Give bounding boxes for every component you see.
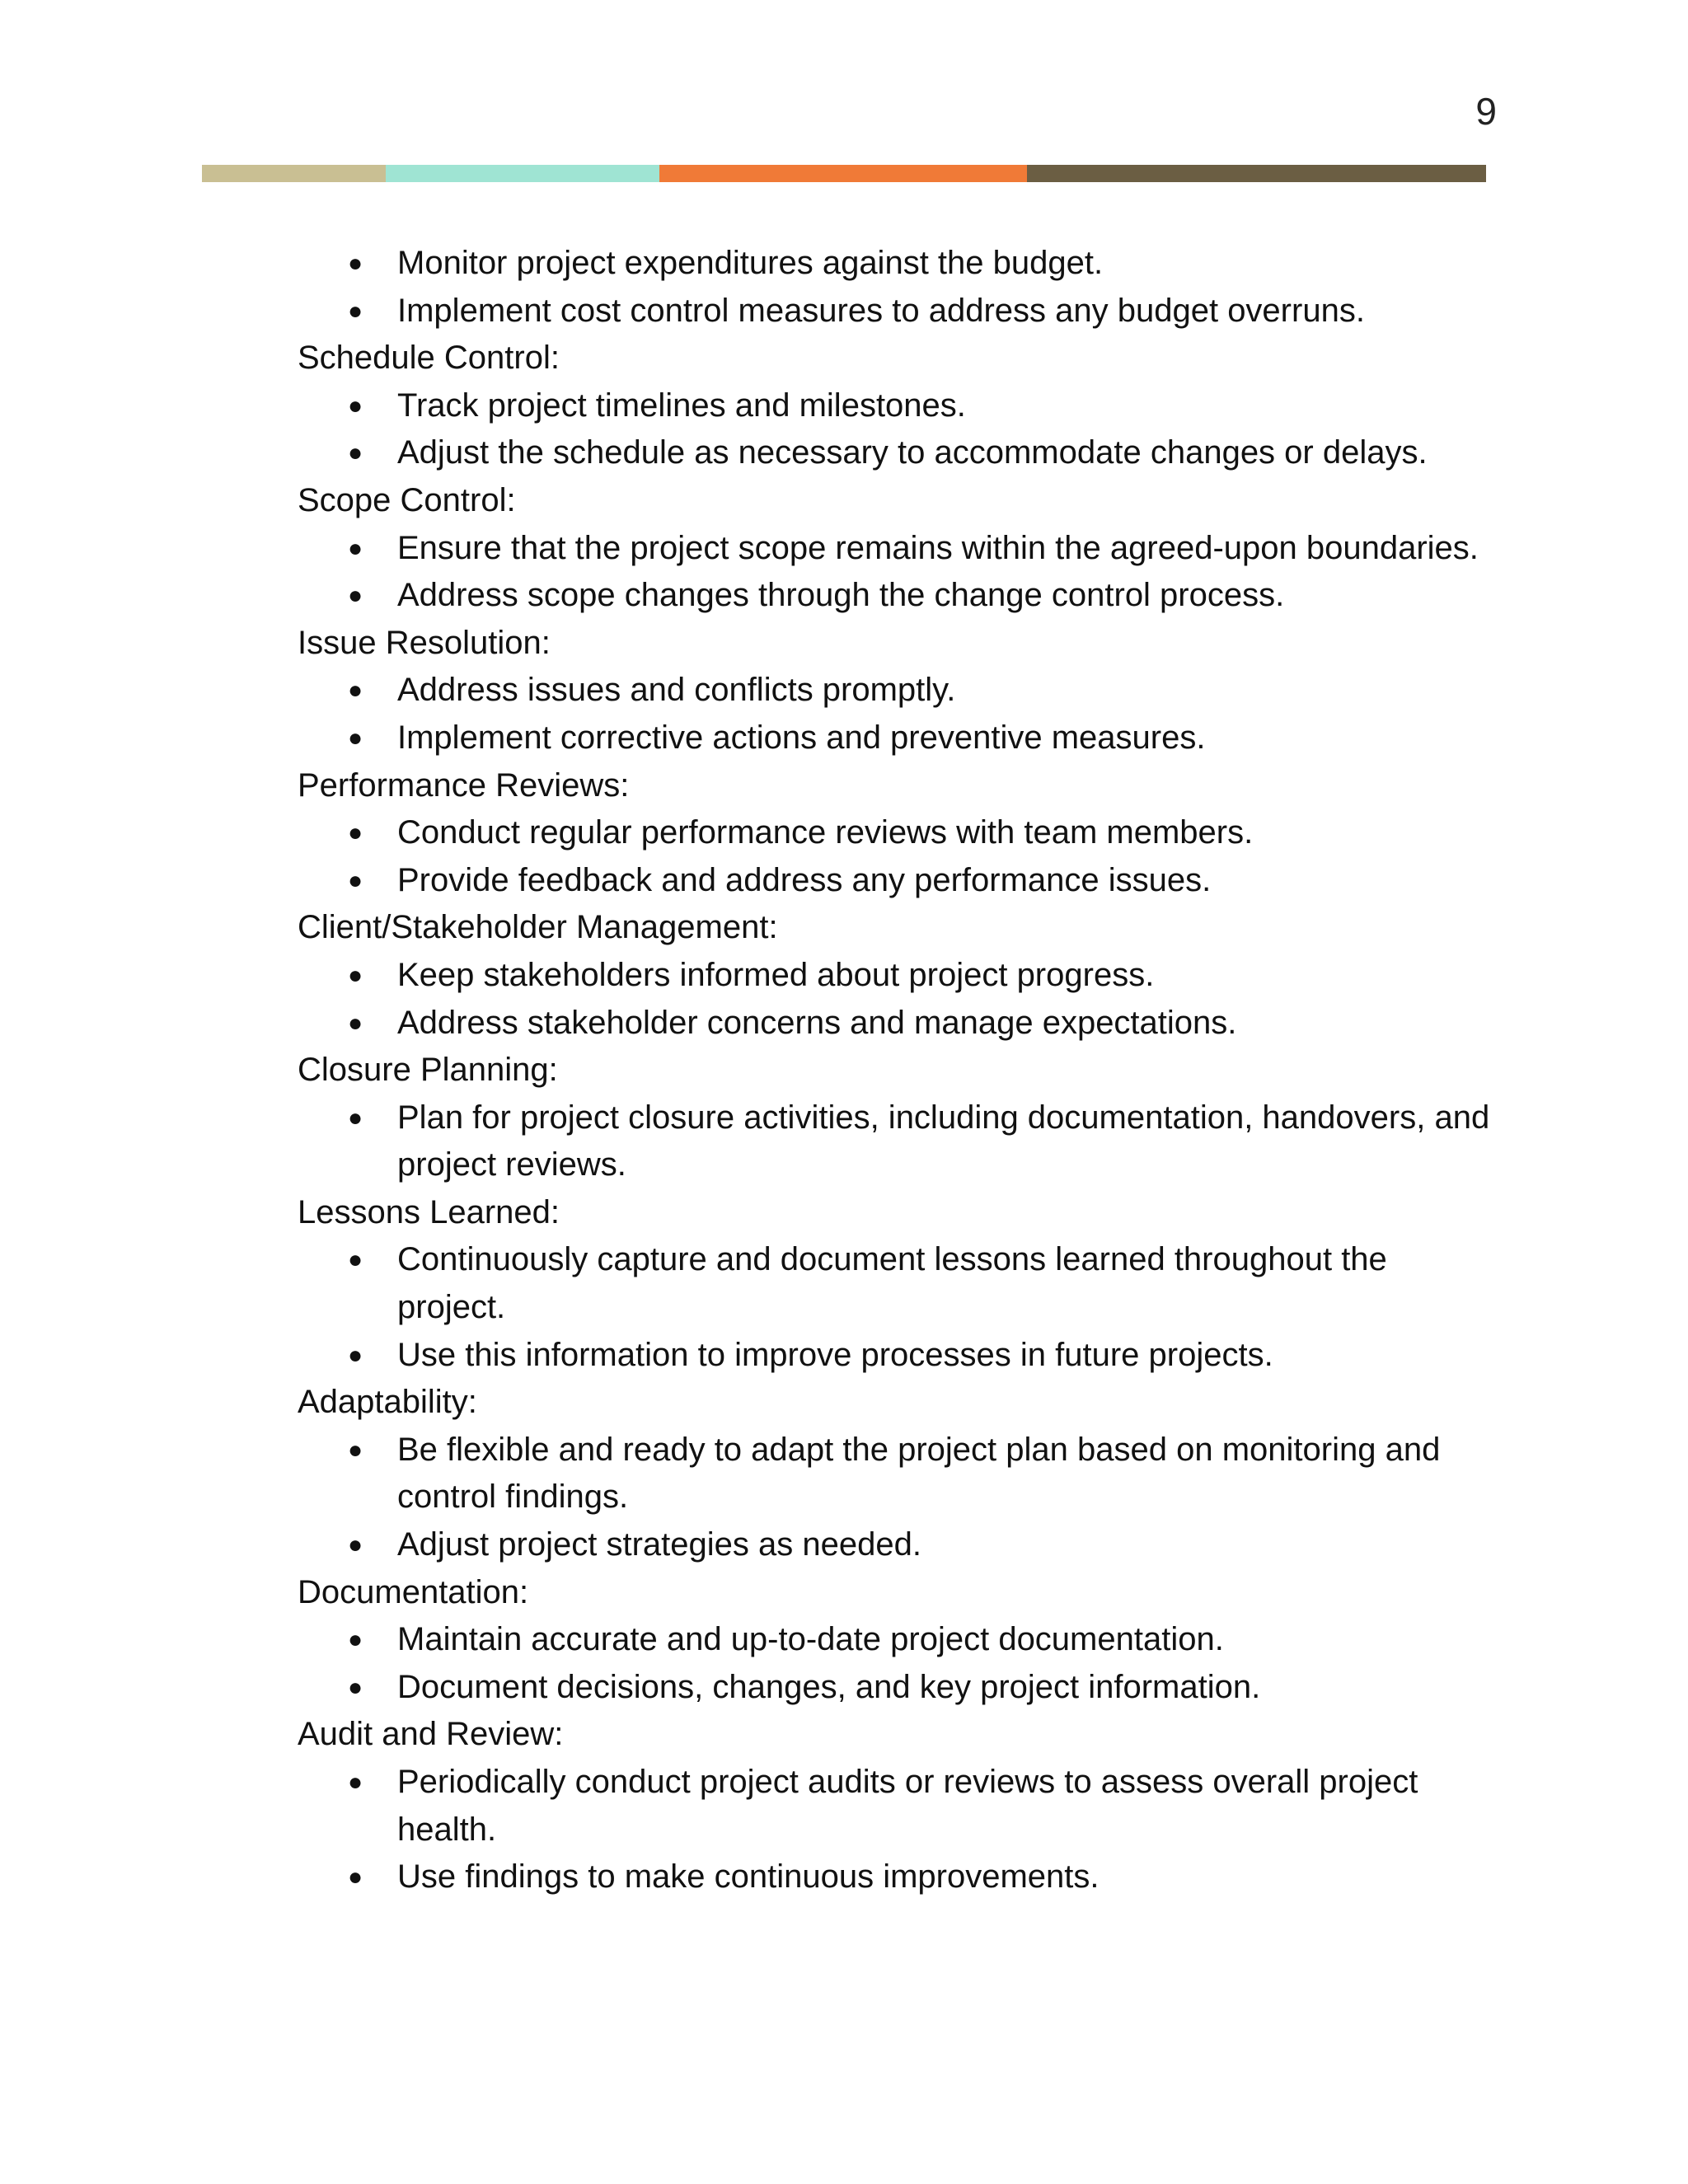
list-item: ● Provide feedback and address any performance issues. — [397, 857, 1493, 905]
color-bar-segment — [202, 165, 386, 182]
header-color-bar — [202, 165, 1486, 182]
color-bar-segment — [386, 165, 659, 182]
color-bar-segment — [659, 165, 1027, 182]
bullet-list — [298, 1759, 1493, 1901]
list-item: ● Periodically conduct project audits or reviews to assess overall project health. — [397, 1759, 1493, 1854]
bullet-list — [298, 1616, 1493, 1711]
bullet-list — [298, 809, 1493, 904]
list-item: ● Ensure that the project scope remains within the agreed-upon boundaries. — [397, 525, 1493, 573]
list-item: ● Address stakeholder concerns and manage expectations. — [397, 1000, 1493, 1047]
section-documentation — [298, 1569, 1493, 1712]
list-item: ● Keep stakeholders informed about project progress. — [397, 952, 1493, 1000]
document-body — [298, 240, 1493, 1901]
section-performance-reviews — [298, 762, 1493, 905]
section-audit-and-review — [298, 1711, 1493, 1900]
section-heading: Lessons Learned: — [298, 1193, 560, 1230]
list-item: ● Adjust the schedule as necessary to accommodate changes or delays. — [397, 429, 1493, 477]
section-scope-control — [298, 477, 1493, 620]
bullet-list — [298, 952, 1493, 1047]
list-item: ● Continuously capture and document lessons learned throughout the project. — [397, 1236, 1493, 1331]
page-number: 9 — [1475, 90, 1497, 133]
section-closure-planning — [298, 1047, 1493, 1189]
bullet-list — [298, 1094, 1493, 1189]
lead-bullet-list — [298, 240, 1493, 335]
list-item: ● Track project timelines and milestones. — [397, 382, 1493, 430]
list-item: ● Monitor project expenditures against the budget. — [397, 240, 1493, 288]
list-item: ● Use findings to make continuous improvements. — [397, 1854, 1493, 1901]
section-heading: Schedule Control: — [298, 340, 560, 377]
list-item: ● Use this information to improve processes in future projects. — [397, 1332, 1493, 1380]
section-heading: Adaptability: — [298, 1384, 477, 1421]
section-schedule-control — [298, 335, 1493, 477]
section-adaptability — [298, 1379, 1493, 1568]
section-heading: Closure Planning: — [298, 1052, 558, 1089]
list-item: ● Adjust project strategies as needed. — [397, 1521, 1493, 1569]
list-item: ● Plan for project closure activities, including documentation, handovers, and project reviews. — [397, 1094, 1493, 1189]
list-item: ● Address scope changes through the change control process. — [397, 572, 1493, 620]
section-heading: Performance Reviews: — [298, 766, 630, 804]
bullet-list — [298, 525, 1493, 620]
section-heading: Issue Resolution: — [298, 624, 551, 661]
bullet-list — [298, 1427, 1493, 1569]
section-heading: Audit and Review: — [298, 1716, 564, 1753]
list-item: ● Conduct regular performance reviews with team members. — [397, 809, 1493, 857]
section-issue-resolution — [298, 620, 1493, 762]
section-heading: Scope Control: — [298, 481, 516, 518]
section-heading: Client/Stakeholder Management: — [298, 909, 778, 946]
section-lessons-learned — [298, 1189, 1493, 1379]
list-item: ● Be flexible and ready to adapt the project plan based on monitoring and control findings. — [397, 1427, 1493, 1521]
list-item: ● Implement corrective actions and preventive measures. — [397, 715, 1493, 762]
section-stakeholder-management — [298, 904, 1493, 1047]
list-item: ● Implement cost control measures to address any budget overruns. — [397, 288, 1493, 335]
bullet-list — [298, 382, 1493, 477]
section-heading: Documentation: — [298, 1573, 529, 1610]
list-item: ● Document decisions, changes, and key project information. — [397, 1664, 1493, 1712]
color-bar-segment — [1027, 165, 1486, 182]
list-item: ● Address issues and conflicts promptly. — [397, 667, 1493, 715]
bullet-list — [298, 1236, 1493, 1379]
bullet-list — [298, 667, 1493, 762]
list-item: ● Maintain accurate and up-to-date project documentation. — [397, 1616, 1493, 1664]
